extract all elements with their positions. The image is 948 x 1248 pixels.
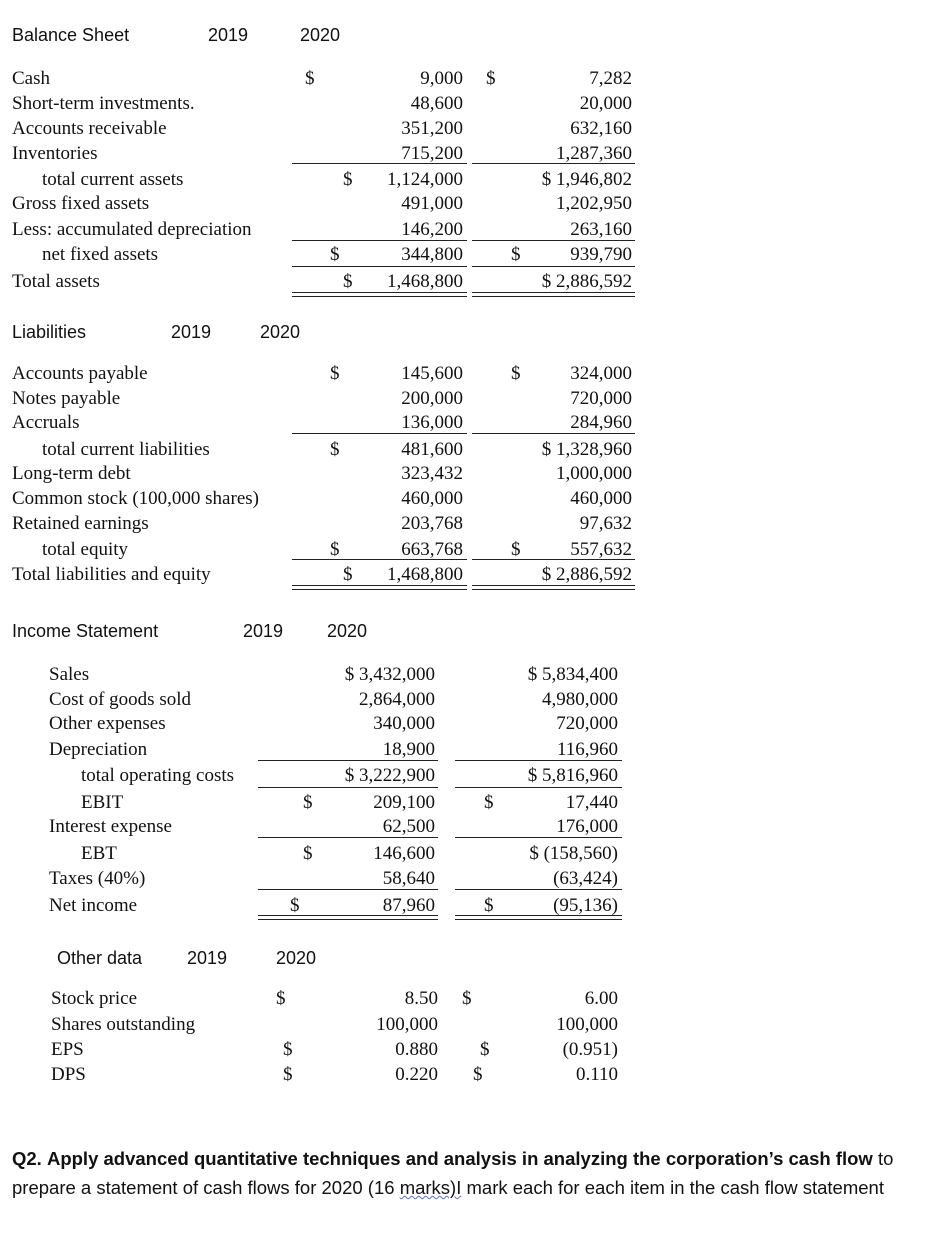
liabilities-title: Liabilities xyxy=(12,322,87,342)
currency-sign: $ xyxy=(473,1064,483,1085)
value-2020: 632,160 xyxy=(570,118,632,139)
value-2020: 720,000 xyxy=(570,388,632,409)
currency-sign: $ xyxy=(484,895,494,916)
value-2020: 460,000 xyxy=(570,488,632,509)
subtotal-rule xyxy=(292,266,467,267)
subtotal-rule xyxy=(472,266,635,267)
currency-sign: $ xyxy=(305,68,315,89)
value-2020: 100,000 xyxy=(556,1014,618,1035)
currency-sign: $ xyxy=(283,1039,293,1060)
value-2019: 9,000 xyxy=(420,68,463,89)
currency-sign: $ xyxy=(303,792,313,813)
row-label: EBIT xyxy=(81,792,124,813)
subtotal-rule xyxy=(472,240,635,241)
value-2019: 1,468,800 xyxy=(387,271,463,292)
value-2020: 20,000 xyxy=(579,93,632,114)
value-2020: $ 5,816,960 xyxy=(527,765,618,786)
value-2019: 715,200 xyxy=(401,143,463,164)
currency-sign: $ xyxy=(511,244,521,265)
subtotal-rule xyxy=(292,163,467,164)
value-2020: 263,160 xyxy=(570,219,632,240)
subtotal-rule xyxy=(455,787,622,788)
currency-sign: $ xyxy=(484,792,494,813)
row-label: total current liabilities xyxy=(42,439,210,460)
question-marks-word: marks)I xyxy=(399,1177,462,1198)
row-label: Accounts payable xyxy=(12,363,148,384)
subtotal-rule xyxy=(258,837,438,838)
value-2020: $ 2,886,592 xyxy=(541,564,632,585)
value-2019: 209,100 xyxy=(373,792,435,813)
value-2020: 1,287,360 xyxy=(556,143,632,164)
currency-sign: $ xyxy=(511,363,521,384)
value-2019: 100,000 xyxy=(376,1014,438,1035)
value-2019: 136,000 xyxy=(401,412,463,433)
question-bold-text: Apply advanced quantitative techniques and analysis in analyzing the corporation’s cash flow xyxy=(46,1148,873,1169)
value-2020: (63,424) xyxy=(553,868,618,889)
subtotal-rule xyxy=(455,837,622,838)
value-2020: 7,282 xyxy=(589,68,632,89)
row-label: EPS xyxy=(51,1039,84,1060)
subtotal-rule xyxy=(472,559,635,560)
value-2020: (95,136) xyxy=(553,895,618,916)
value-2020: 720,000 xyxy=(556,713,618,734)
total-double-rule xyxy=(472,585,635,590)
row-label: Sales xyxy=(49,664,90,685)
row-label: Interest expense xyxy=(49,816,172,837)
value-2019: $ 3,432,000 xyxy=(344,664,435,685)
row-label: Accruals xyxy=(12,412,80,433)
value-2020: 557,632 xyxy=(570,539,632,560)
other-data-year-1: 2019 xyxy=(187,948,228,968)
value-2019: 481,600 xyxy=(401,439,463,460)
value-2019: 0.220 xyxy=(395,1064,438,1085)
value-2019: 8.50 xyxy=(404,988,438,1009)
value-2019: 87,960 xyxy=(382,895,435,916)
row-label: Notes payable xyxy=(12,388,121,409)
row-label: Net income xyxy=(49,895,138,916)
value-2019: 491,000 xyxy=(401,193,463,214)
row-label: net fixed assets xyxy=(42,244,159,265)
total-double-rule xyxy=(292,292,467,297)
subtotal-rule xyxy=(258,889,438,890)
value-2019: 344,800 xyxy=(401,244,463,265)
value-2020: 97,632 xyxy=(579,513,632,534)
total-double-rule xyxy=(292,585,467,590)
value-2020: 939,790 xyxy=(570,244,632,265)
value-2020: 0.110 xyxy=(575,1064,618,1085)
row-label: Taxes (40%) xyxy=(49,868,146,889)
subtotal-rule xyxy=(292,433,467,434)
value-2020: 17,440 xyxy=(565,792,618,813)
row-label: EBT xyxy=(81,843,117,864)
subtotal-rule xyxy=(472,433,635,434)
value-2020: 1,000,000 xyxy=(556,463,632,484)
row-label: DPS xyxy=(51,1064,86,1085)
income-statement-year-2: 2020 xyxy=(327,621,368,641)
income-statement-title: Income Statement xyxy=(12,621,159,641)
value-2020: 324,000 xyxy=(570,363,632,384)
row-label: Other expenses xyxy=(49,713,166,734)
subtotal-rule xyxy=(258,787,438,788)
total-double-rule xyxy=(455,915,622,920)
total-double-rule xyxy=(472,292,635,297)
currency-sign: $ xyxy=(511,539,521,560)
value-2020: 116,960 xyxy=(556,739,618,760)
row-label: total equity xyxy=(42,539,129,560)
row-label: Cash xyxy=(12,68,50,89)
currency-sign: $ xyxy=(486,68,496,89)
currency-sign: $ xyxy=(330,539,340,560)
subtotal-rule xyxy=(292,240,467,241)
currency-sign: $ xyxy=(290,895,300,916)
value-2019: 1,468,800 xyxy=(387,564,463,585)
value-2020: $ 2,886,592 xyxy=(541,271,632,292)
value-2020: (0.951) xyxy=(562,1039,618,1060)
subtotal-rule xyxy=(455,760,622,761)
row-label: total current assets xyxy=(42,169,184,190)
row-label: total operating costs xyxy=(81,765,235,786)
question-paragraph xyxy=(12,1144,932,1202)
subtotal-rule xyxy=(472,163,635,164)
row-label: Accounts receivable xyxy=(12,118,167,139)
value-2019: 0.880 xyxy=(395,1039,438,1060)
subtotal-rule xyxy=(292,559,467,560)
value-2019: 340,000 xyxy=(373,713,435,734)
value-2019: $ 3,222,900 xyxy=(344,765,435,786)
other-data-title: Other data xyxy=(57,948,143,968)
value-2019: 146,200 xyxy=(401,219,463,240)
currency-sign: $ xyxy=(303,843,313,864)
value-2019: 48,600 xyxy=(410,93,463,114)
row-label: Short-term investments. xyxy=(12,93,195,114)
row-label: Inventories xyxy=(12,143,98,164)
value-2020: 284,960 xyxy=(570,412,632,433)
liabilities-year-2: 2020 xyxy=(260,322,301,342)
row-label: Common stock (100,000 shares) xyxy=(12,488,259,509)
value-2020: 4,980,000 xyxy=(542,689,618,710)
currency-sign: $ xyxy=(276,988,286,1009)
balance-sheet-year-2: 2020 xyxy=(300,25,341,45)
value-2020: 1,202,950 xyxy=(556,193,632,214)
liabilities-year-1: 2019 xyxy=(171,322,212,342)
question-text-part-2: mark each for each item in the cash flow statement xyxy=(461,1177,884,1198)
value-2019: 1,124,000 xyxy=(387,169,463,190)
question-text-part-1: to prepare a statement of cash flows for 2020 (16 xyxy=(12,1148,894,1198)
row-label: Long-term debt xyxy=(12,463,131,484)
value-2019: 200,000 xyxy=(401,388,463,409)
other-data-year-2: 2020 xyxy=(276,948,317,968)
value-2019: 2,864,000 xyxy=(359,689,435,710)
currency-sign: $ xyxy=(343,564,353,585)
value-2020: $ 1,328,960 xyxy=(541,439,632,460)
value-2019: 351,200 xyxy=(401,118,463,139)
subtotal-rule xyxy=(258,760,438,761)
subtotal-rule xyxy=(455,889,622,890)
income-statement-year-1: 2019 xyxy=(243,621,284,641)
row-label: Depreciation xyxy=(49,739,148,760)
row-label: Less: accumulated depreciation xyxy=(12,219,252,240)
row-label: Total assets xyxy=(12,271,100,292)
value-2019: 145,600 xyxy=(401,363,463,384)
currency-sign: $ xyxy=(343,169,353,190)
value-2020: $ 5,834,400 xyxy=(527,664,618,685)
total-double-rule xyxy=(258,915,438,920)
value-2019: 323,432 xyxy=(401,463,463,484)
currency-sign: $ xyxy=(283,1064,293,1085)
currency-sign: $ xyxy=(480,1039,490,1060)
row-label: Total liabilities and equity xyxy=(12,564,211,585)
value-2019: 146,600 xyxy=(373,843,435,864)
value-2020: 176,000 xyxy=(556,816,618,837)
value-2020: $ 1,946,802 xyxy=(541,169,632,190)
row-label: Shares outstanding xyxy=(51,1014,196,1035)
row-label: Stock price xyxy=(51,988,138,1009)
value-2019: 58,640 xyxy=(382,868,435,889)
value-2019: 460,000 xyxy=(401,488,463,509)
row-label: Retained earnings xyxy=(12,513,149,534)
balance-sheet-year-1: 2019 xyxy=(208,25,249,45)
currency-sign: $ xyxy=(330,363,340,384)
value-2019: 203,768 xyxy=(401,513,463,534)
currency-sign: $ xyxy=(462,988,472,1009)
value-2019: 18,900 xyxy=(382,739,435,760)
balance-sheet-title: Balance Sheet xyxy=(12,25,130,45)
value-2020: 6.00 xyxy=(584,988,618,1009)
currency-sign: $ xyxy=(330,244,340,265)
row-label: Cost of goods sold xyxy=(49,689,191,710)
question-number: Q2. xyxy=(12,1148,42,1169)
currency-sign: $ xyxy=(343,271,353,292)
value-2019: 663,768 xyxy=(401,539,463,560)
value-2020: $ (158,560) xyxy=(529,843,618,864)
row-label: Gross fixed assets xyxy=(12,193,150,214)
value-2019: 62,500 xyxy=(382,816,435,837)
currency-sign: $ xyxy=(330,439,340,460)
